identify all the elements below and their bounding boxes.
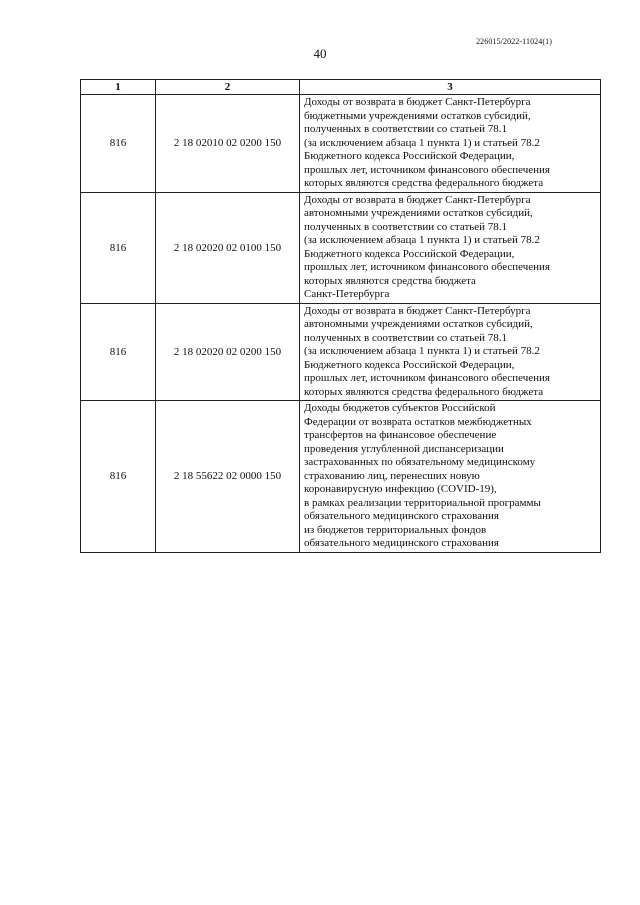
description-line: в рамках реализации территориальной программы — [304, 496, 541, 509]
description-line: Доходы бюджетов субъектов Российской — [304, 402, 496, 414]
column-header-1: 1 — [81, 80, 156, 95]
description-line: прошлых лет, источником финансового обеспечения — [304, 372, 550, 384]
description-line: Доходы от возврата в бюджет Санкт-Петербурга — [304, 193, 531, 206]
description-line: Бюджетного кодекса Российской Федерации, — [304, 358, 515, 371]
budget-codes-table — [80, 79, 601, 553]
description-line: которых являются средства бюджета — [304, 274, 476, 287]
description-line: автономными учреждениями остатков субсидий, — [304, 318, 533, 330]
table-row — [81, 303, 601, 401]
table-row — [81, 401, 601, 553]
description-line: Федерации от возврата остатков межбюджетных — [304, 415, 532, 428]
table-header-row — [81, 80, 601, 95]
description-line: бюджетными учреждениями остатков субсидий, — [304, 109, 531, 122]
description-line: обязательного медицинского страхования — [304, 510, 499, 522]
description-line: Бюджетного кодекса Российской Федерации, — [304, 247, 515, 260]
description-line: которых являются средства федерального бюджета — [304, 177, 544, 189]
budget-classification-code-cell: 2 18 02020 02 0100 150 — [156, 192, 300, 303]
description-line: (за исключением абзаца 1 пункта 1) и статьей 78.2 — [304, 234, 540, 246]
description-line: полученных в соответствии со статьей 78.1 — [304, 331, 508, 344]
table-row — [81, 95, 601, 193]
description-line: прошлых лет, источником финансового обеспечения — [304, 163, 550, 176]
budget-classification-code-cell: 2 18 02020 02 0200 150 — [156, 303, 300, 401]
income-description-cell — [300, 192, 601, 303]
budget-classification-code-cell: 2 18 55622 02 0000 150 — [156, 401, 300, 553]
page-number: 40 — [313, 46, 327, 61]
admin-code-cell: 816 — [81, 95, 156, 193]
description-line: прошлых лет, источником финансового обеспечения — [304, 261, 550, 273]
description-line: автономными учреждениями остатков субсидий, — [304, 207, 533, 219]
table-body — [81, 95, 601, 553]
description-line: застрахованных по обязательному медицинскому — [304, 456, 536, 468]
description-line: Санкт-Петербурга — [304, 288, 390, 300]
description-line: из бюджетов территориальных фондов — [304, 523, 487, 536]
description-line: Доходы от возврата в бюджет Санкт-Петербурга — [304, 96, 531, 108]
description-line: полученных в соответствии со статьей 78.1 — [304, 220, 508, 233]
description-line: проведения углубленной диспансеризации — [304, 442, 504, 455]
document-id: 226015/2022-11024(1) — [476, 37, 552, 46]
income-description-cell — [300, 401, 601, 553]
description-line: которых являются средства федерального бюджета — [304, 385, 544, 398]
description-line: (за исключением абзаца 1 пункта 1) и статьей 78.2 — [304, 345, 540, 357]
description-line: (за исключением абзаца 1 пункта 1) и статьей 78.2 — [304, 136, 540, 149]
column-header-3: 3 — [300, 80, 601, 95]
description-line: полученных в соответствии со статьей 78.1 — [304, 123, 508, 135]
description-line: Доходы от возврата в бюджет Санкт-Петербурга — [304, 304, 531, 317]
description-line: трансфертов на финансовое обеспечение — [304, 429, 497, 441]
admin-code-cell: 816 — [81, 303, 156, 401]
description-line: обязательного медицинского страхования — [304, 537, 499, 549]
description-line: Бюджетного кодекса Российской Федерации, — [304, 150, 515, 162]
admin-code-cell: 816 — [81, 401, 156, 553]
table-row — [81, 192, 601, 303]
income-description-cell — [300, 303, 601, 401]
column-header-2: 2 — [156, 80, 300, 95]
description-line: коронавирусную инфекцию (COVID-19), — [304, 483, 497, 495]
budget-classification-code-cell: 2 18 02010 02 0200 150 — [156, 95, 300, 193]
description-line: страхованию лиц, перенесших новую — [304, 469, 480, 482]
admin-code-cell: 816 — [81, 192, 156, 303]
income-description-cell — [300, 95, 601, 193]
